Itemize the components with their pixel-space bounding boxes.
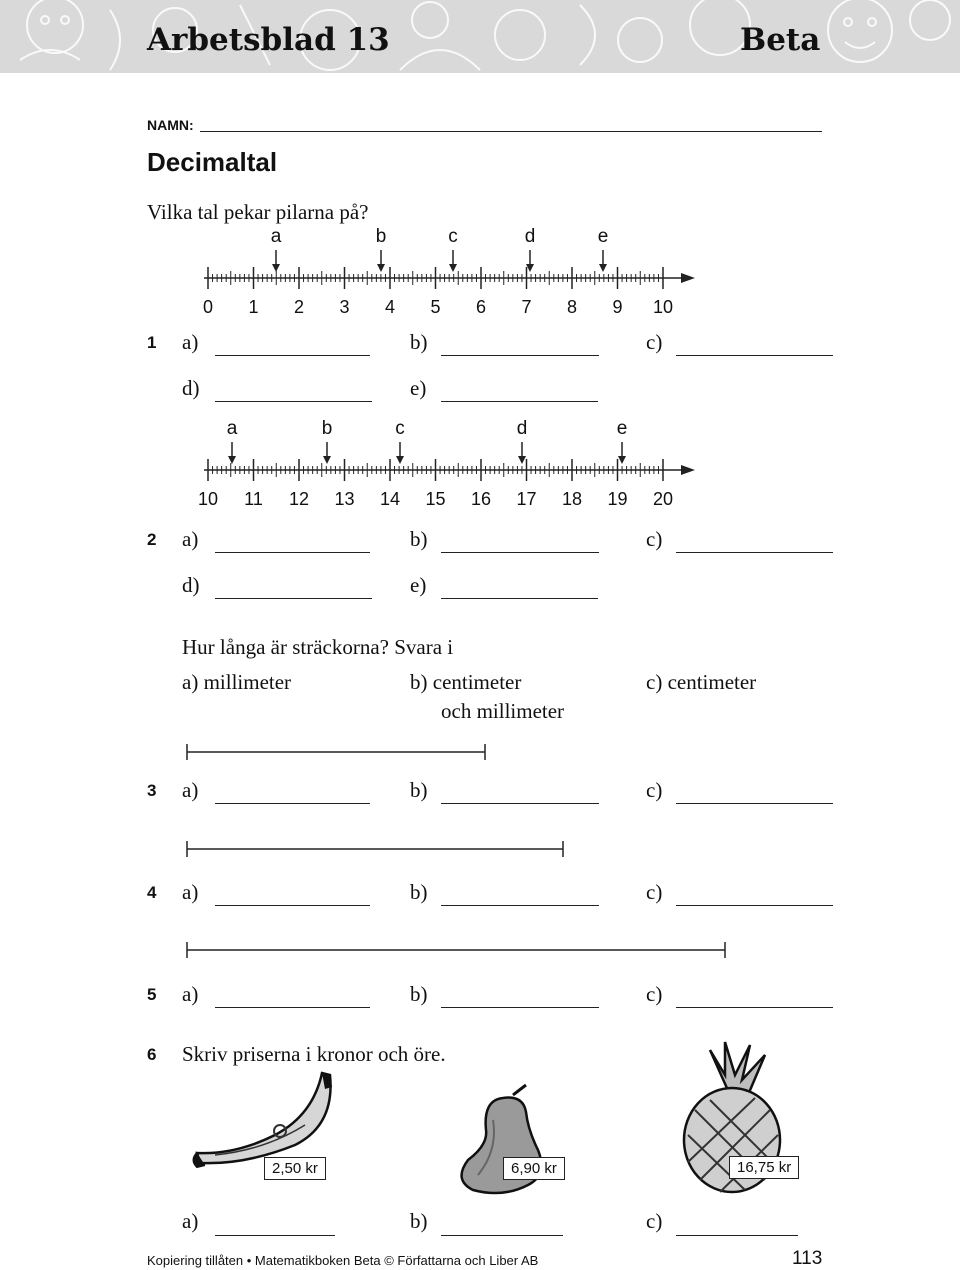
number-line-1-tick-label: 10	[652, 297, 674, 317]
number-line-2-tick-label: 12	[288, 489, 310, 509]
number-line-2-tick-label: 18	[561, 489, 583, 509]
answer-field-1d[interactable]	[215, 401, 372, 402]
number-line-1-tick-label: 4	[384, 297, 396, 317]
answer-field-1b[interactable]	[441, 355, 599, 356]
label-2e: e)	[410, 573, 427, 597]
price-tag-pear: 6,90 kr	[503, 1157, 565, 1180]
prices-question: Skriv priserna i kronor och öre.	[182, 1042, 446, 1066]
answer-field-5a[interactable]	[215, 1007, 370, 1008]
price-tag-pineapple: 16,75 kr	[729, 1156, 799, 1179]
number-line-2-arrow-letter-e: e	[616, 418, 628, 439]
segment-3	[180, 740, 500, 764]
number-line-2-axis-arrowhead	[681, 465, 695, 475]
number-line-2-arrow-letter-a: a	[226, 418, 238, 439]
book-title: Beta	[740, 22, 821, 58]
number-line-2-arrowhead-c	[396, 456, 404, 464]
number-line-1-arrowhead-c	[449, 264, 457, 272]
answer-field-5b[interactable]	[441, 1007, 599, 1008]
label-2c: c)	[646, 527, 663, 551]
name-label: NAMN:	[147, 117, 194, 133]
label-1c: c)	[646, 330, 663, 354]
number-line-2	[0, 412, 960, 522]
label-6b: b)	[410, 1209, 428, 1233]
number-line-2-arrow-letter-b: b	[321, 418, 333, 439]
label-2d: d)	[182, 573, 200, 597]
number-line-2-arrowhead-a	[228, 456, 236, 464]
number-line-1-tick-label: 8	[566, 297, 578, 317]
label-3b: b)	[410, 778, 428, 802]
number-line-1-arrow-letter-b: b	[375, 226, 387, 247]
number-line-2-tick-label: 17	[516, 489, 537, 509]
section-title: Decimaltal	[147, 147, 278, 177]
task-number-6: 6	[147, 1045, 157, 1064]
answer-field-3c[interactable]	[676, 803, 833, 804]
number-line-1-tick-label: 6	[475, 297, 487, 317]
number-line-1-tick-label: 0	[202, 297, 214, 317]
number-line-1-arrowhead-b	[377, 264, 385, 272]
task-number-1: 1	[147, 333, 157, 352]
number-line-1-axis-arrowhead	[681, 273, 695, 283]
answer-field-3b[interactable]	[441, 803, 599, 804]
task-number-4: 4	[147, 883, 157, 902]
label-4c: c)	[646, 880, 663, 904]
label-4b: b)	[410, 880, 428, 904]
segment-5	[180, 938, 740, 962]
label-6a: a)	[182, 1209, 199, 1233]
answer-field-6c[interactable]	[676, 1235, 798, 1236]
number-line-1-arrow-letter-a: a	[270, 226, 282, 247]
number-line-1-tick-label: 3	[339, 297, 350, 317]
answer-field-1c[interactable]	[676, 355, 833, 356]
unit-b-millimeter: och millimeter	[441, 699, 565, 723]
label-1a: a)	[182, 330, 199, 354]
answer-field-2c[interactable]	[676, 552, 833, 553]
page-number: 113	[792, 1248, 823, 1269]
number-line-2-tick-label: 14	[379, 489, 401, 509]
number-line-1-tick-label: 9	[612, 297, 623, 317]
label-1d: d)	[182, 376, 200, 400]
answer-field-4a[interactable]	[215, 905, 370, 906]
answer-field-2a[interactable]	[215, 552, 370, 553]
label-3a: a)	[182, 778, 199, 802]
answer-field-3a[interactable]	[215, 803, 370, 804]
number-line-2-tick-label: 13	[334, 489, 355, 509]
number-line-1	[0, 220, 960, 330]
number-line-1-tick-label: 5	[430, 297, 441, 317]
number-line-2-tick-label: 16	[470, 489, 492, 509]
label-1e: e)	[410, 376, 427, 400]
answer-field-1a[interactable]	[215, 355, 370, 356]
number-line-1-arrow-letter-d: d	[524, 226, 536, 247]
number-line-2-tick-label: 10	[197, 489, 219, 509]
label-4a: a)	[182, 880, 199, 904]
answer-field-5c[interactable]	[676, 1007, 833, 1008]
intro-question: Vilka tal pekar pilarna på?	[147, 200, 369, 224]
unit-b-centimeter: b) centimeter	[410, 670, 522, 694]
number-line-1-arrowhead-e	[599, 264, 607, 272]
answer-field-2d[interactable]	[215, 598, 372, 599]
label-2b: b)	[410, 527, 428, 551]
number-line-1-arrow-letter-e: e	[597, 226, 609, 247]
label-3c: c)	[646, 778, 663, 802]
answer-field-4b[interactable]	[441, 905, 599, 906]
label-5a: a)	[182, 982, 199, 1006]
answer-field-1e[interactable]	[441, 401, 598, 402]
page-header	[0, 0, 960, 73]
unit-c-centimeter: c) centimeter	[646, 670, 757, 694]
number-line-2-tick-label: 20	[652, 489, 674, 509]
number-line-2-tick-label: 19	[607, 489, 628, 509]
label-5c: c)	[646, 982, 663, 1006]
number-line-2-arrow-letter-d: d	[516, 418, 528, 439]
number-line-1-tick-label: 7	[521, 297, 532, 317]
footer-copyright: Kopiering tillåten • Matematikboken Beta © Författarna och Liber AB	[147, 1253, 539, 1268]
number-line-2-tick-label: 15	[425, 489, 446, 509]
number-line-2-arrowhead-b	[323, 456, 331, 464]
unit-a-millimeter: a) millimeter	[182, 670, 292, 694]
lengths-question: Hur långa är sträckorna? Svara i	[182, 635, 454, 659]
number-line-2-arrowhead-e	[618, 456, 626, 464]
label-1b: b)	[410, 330, 428, 354]
answer-field-4c[interactable]	[676, 905, 833, 906]
label-2a: a)	[182, 527, 199, 551]
name-field[interactable]	[200, 131, 822, 132]
price-tag-banana: 2,50 kr	[264, 1157, 326, 1180]
number-line-1-arrow-letter-c: c	[448, 226, 458, 247]
number-line-2-arrow-letter-c: c	[395, 418, 405, 439]
task-number-2: 2	[147, 530, 157, 549]
number-line-1-arrowhead-a	[272, 264, 280, 272]
task-number-3: 3	[147, 781, 157, 800]
label-5b: b)	[410, 982, 428, 1006]
number-line-1-tick-label: 1	[248, 297, 259, 317]
task-number-5: 5	[147, 985, 157, 1004]
answer-field-6a[interactable]	[215, 1235, 335, 1236]
label-6c: c)	[646, 1209, 663, 1233]
segment-4	[180, 837, 580, 861]
number-line-2-tick-label: 11	[244, 489, 263, 509]
number-line-2-arrowhead-d	[518, 456, 526, 464]
answer-field-2e[interactable]	[441, 598, 598, 599]
number-line-1-tick-label: 2	[293, 297, 305, 317]
worksheet-title: Arbetsblad 13	[147, 22, 390, 58]
answer-field-2b[interactable]	[441, 552, 599, 553]
answer-field-6b[interactable]	[441, 1235, 563, 1236]
